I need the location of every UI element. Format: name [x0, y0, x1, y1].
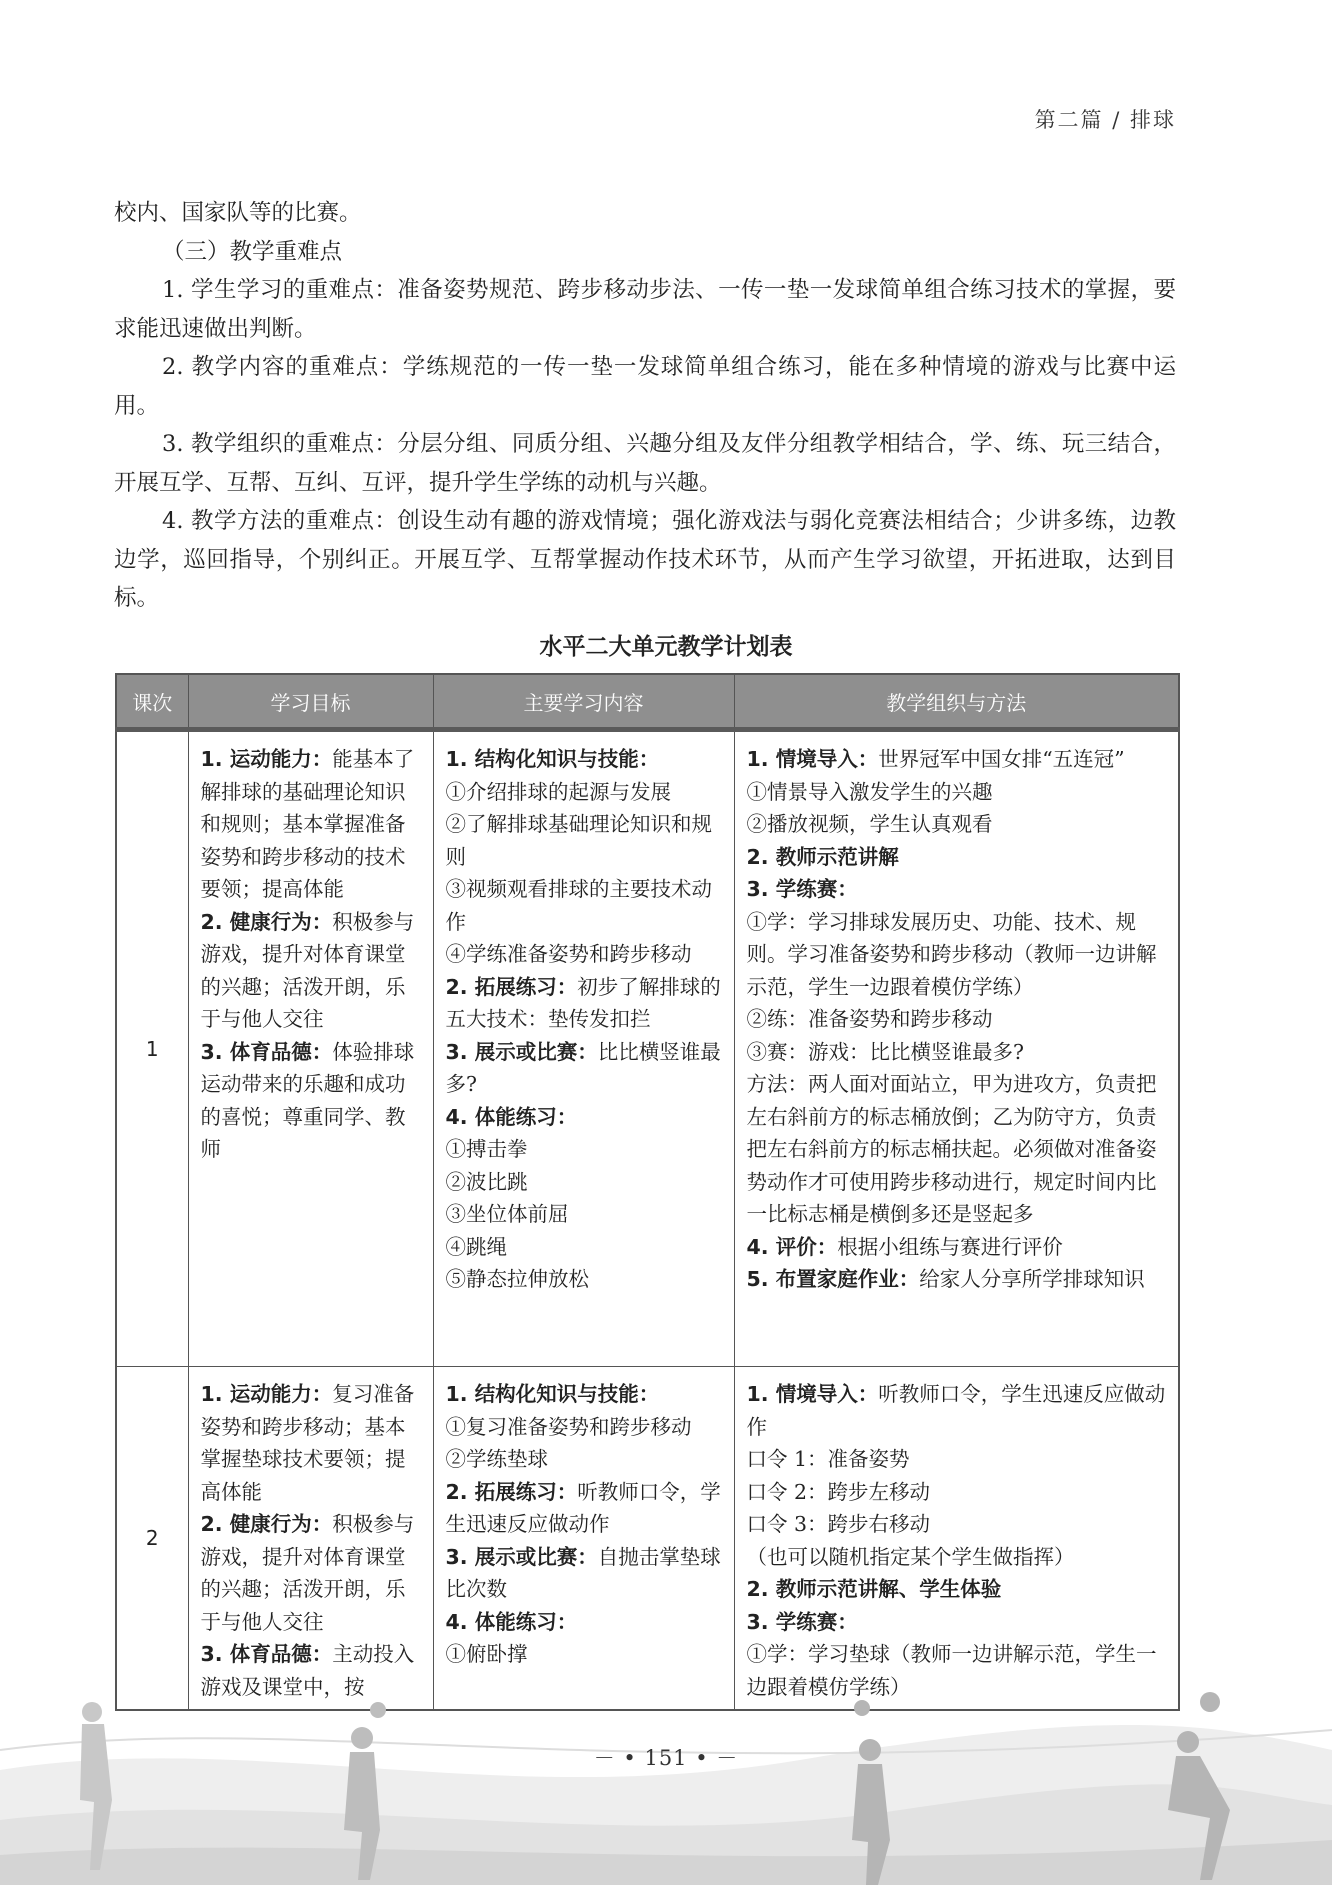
- item-text: ⑤静态拉伸放松: [445, 1267, 589, 1291]
- item-text: 比比横竖谁最多?: [445, 1039, 721, 1096]
- method-line: [747, 743, 1170, 776]
- table-title: 水平二大单元教学计划表: [539, 634, 793, 660]
- item-text: ④跳绳: [445, 1234, 507, 1259]
- item-text: 根据小组练与赛进行评价: [837, 1234, 1063, 1259]
- content-line: [446, 1606, 725, 1639]
- content-line: [446, 1101, 725, 1134]
- item-text: ①俯卧撑: [445, 1642, 528, 1666]
- method-line: [747, 1003, 1170, 1036]
- item-label: 3. 展示或比赛：: [445, 1039, 598, 1064]
- item-label: 3. 展示或比赛：: [445, 1544, 598, 1569]
- item-text: ②播放视频，学生认真观看: [746, 812, 993, 836]
- item-text: ①情景导入激发学生的兴趣: [746, 779, 993, 804]
- table-row: [116, 1367, 1179, 1711]
- content-line: [446, 938, 725, 971]
- item-text: ①搏击拳: [445, 1137, 528, 1161]
- content-line: [446, 743, 725, 776]
- column-header: 学习目标: [188, 674, 433, 730]
- content-line: [446, 1411, 725, 1444]
- content-line: [446, 1231, 725, 1264]
- item-text: 给家人分享所学排球知识: [919, 1267, 1145, 1291]
- method-line: [747, 1068, 1170, 1231]
- paragraph: 1. 学生学习的重难点：准备姿势规范、跨步移动步法、一传一垫一发球简单组合练习技术的掌握，要求能迅速做出判断。: [114, 277, 1176, 342]
- method-cell: [734, 1367, 1179, 1711]
- item-label: 2. 拓展练习：: [445, 974, 578, 999]
- item-label: 1. 情境导入：: [746, 747, 879, 771]
- item-text: ③坐位体前屈: [445, 1202, 569, 1226]
- content-line: [446, 1036, 725, 1101]
- item-label: 2. 教师示范讲解: [746, 844, 899, 869]
- item-label: 2. 健康行为：: [200, 909, 333, 934]
- item-text: ②练：准备姿势和跨步移动: [746, 1007, 993, 1031]
- item-label: 1. 运动能力：: [200, 747, 333, 771]
- running-header: 第二篇 / 排球: [1034, 108, 1176, 132]
- content-line: [446, 971, 725, 1036]
- method-line: [747, 1573, 1170, 1606]
- teaching-plan-table: [115, 673, 1180, 1711]
- lesson-number-cell: 1: [116, 730, 188, 1367]
- item-label: 2. 拓展练习：: [445, 1479, 578, 1504]
- item-text: 听教师口令，学生迅速反应做动作: [445, 1479, 721, 1536]
- column-header: 主要学习内容: [433, 674, 734, 730]
- method-line: [747, 1476, 1170, 1509]
- method-line: [747, 1378, 1170, 1443]
- goals-cell: [188, 730, 433, 1367]
- goals-line: [201, 1036, 424, 1166]
- content-line: [446, 808, 725, 873]
- item-text: 体验排球运动带来的乐趣和成功的喜悦；尊重同学、教师: [200, 1039, 415, 1161]
- goals-line: [201, 743, 424, 906]
- item-text: 口令 2：跨步左移动: [746, 1479, 931, 1504]
- footer-decoration: [0, 1690, 1332, 1885]
- item-text: ①学：学习排球发展历史、功能、技术、规则。学习准备姿势和跨步移动（教师一边讲解示范，学生一边跟着模仿学练）: [746, 909, 1157, 999]
- item-text: 初步了解排球的五大技术：垫传发扣拦: [445, 974, 721, 1031]
- item-text: 复习准备姿势和跨步移动；基本掌握垫球技术要领；提高体能: [200, 1382, 415, 1504]
- content-line: [446, 1133, 725, 1166]
- method-cell: [734, 730, 1179, 1367]
- item-text: 主动投入游戏及课堂中，按: [200, 1642, 415, 1699]
- item-label: 1. 运动能力：: [200, 1382, 333, 1406]
- content-line: [446, 1263, 725, 1296]
- content-cell: [433, 730, 734, 1367]
- method-line: [747, 1541, 1170, 1574]
- item-text: 自抛击掌垫球比次数: [445, 1544, 721, 1601]
- paragraph: 校内、国家队等的比赛。: [114, 200, 362, 226]
- item-text: 世界冠军中国女排“五连冠”: [878, 747, 1125, 771]
- method-line: [747, 1443, 1170, 1476]
- item-label: 5. 布置家庭作业：: [746, 1267, 920, 1291]
- paragraph: 4. 教学方法的重难点：创设生动有趣的游戏情境；强化游戏法与弱化竞赛法相结合；少讲多练，边教边学，巡回指导，个别纠正。开展互学、互帮掌握动作技术环节，从而产生学习欲望，开拓进取，达到目标。: [114, 508, 1176, 611]
- item-text: 口令 1：准备姿势: [746, 1447, 910, 1471]
- item-label: 3. 体育品德：: [200, 1039, 333, 1064]
- content-line: [446, 776, 725, 809]
- item-text: ①学：学习垫球（教师一边讲解示范，学生一边跟着模仿学练）: [746, 1642, 1157, 1699]
- method-line: [747, 1263, 1170, 1296]
- item-text: ①复习准备姿势和跨步移动: [445, 1414, 692, 1439]
- item-label: 1. 结构化知识与技能：: [445, 747, 660, 771]
- goals-cell: [188, 1367, 433, 1711]
- item-text: （也可以随机指定某个学生做指挥）: [746, 1544, 1075, 1569]
- item-text: 口令 3：跨步右移动: [746, 1512, 931, 1536]
- content-cell: [433, 1367, 734, 1711]
- method-line: [747, 841, 1170, 874]
- content-line: [446, 1198, 725, 1231]
- item-label: 4. 评价：: [746, 1234, 838, 1259]
- section-heading: （三）教学重难点: [162, 238, 343, 265]
- method-line: [747, 873, 1170, 906]
- item-text: ②波比跳: [445, 1169, 528, 1194]
- column-header: 教学组织与方法: [734, 674, 1179, 730]
- item-text: 积极参与游戏，提升对体育课堂的兴趣；活泼开朗，乐于与他人交往: [200, 909, 415, 1031]
- column-header: 课次: [116, 674, 188, 730]
- content-line: [446, 873, 725, 938]
- content-line: [446, 1443, 725, 1476]
- item-label: 3. 体育品德：: [200, 1642, 333, 1666]
- goals-line: [201, 1508, 424, 1638]
- item-text: 方法：两人面对面站立，甲为进攻方，负责把左右斜前方的标志桶放倒；乙为防守方，负责把左右斜前方的标志桶扶起。必须做对准备姿势动作才可使用跨步移动进行，规定时间内比一比标志桶是横倒多还是竖起多: [746, 1072, 1157, 1226]
- content-line: [446, 1166, 725, 1199]
- method-line: [747, 1508, 1170, 1541]
- body-text: [114, 194, 1176, 618]
- method-line: [747, 1606, 1170, 1639]
- content-line: [446, 1541, 725, 1606]
- item-text: ③赛：游戏：比比横竖谁最多?: [746, 1039, 1024, 1064]
- content-line: [446, 1378, 725, 1411]
- goals-line: [201, 906, 424, 1036]
- method-line: [747, 808, 1170, 841]
- item-label: 4. 体能练习：: [445, 1104, 578, 1129]
- item-text: 听教师口令，学生迅速反应做动作: [746, 1382, 1166, 1439]
- page-number: － • 151 • －: [593, 1746, 739, 1770]
- item-text: ③视频观看排球的主要技术动作: [445, 877, 712, 934]
- item-text: 能基本了解排球的基础理论知识和规则；基本掌握准备姿势和跨步移动的技术要领；提高体能: [200, 747, 415, 901]
- method-line: [747, 1231, 1170, 1264]
- method-line: [747, 776, 1170, 809]
- paragraph: 3. 教学组织的重难点：分层分组、同质分组、兴趣分组及友伴分组教学相结合，学、练、玩三结合，开展互学、互帮、互纠、互评，提升学生学练的动机与兴趣。: [114, 431, 1176, 496]
- item-text: 积极参与游戏，提升对体育课堂的兴趣；活泼开朗，乐于与他人交往: [200, 1512, 415, 1634]
- item-label: 4. 体能练习：: [445, 1609, 578, 1634]
- item-text: ②了解排球基础理论知识和规则: [445, 812, 712, 869]
- item-label: 2. 教师示范讲解、学生体验: [746, 1577, 1002, 1601]
- item-label: 1. 结构化知识与技能：: [445, 1382, 660, 1406]
- paragraph: 2. 教学内容的重难点：学练规范的一传一垫一发球简单组合练习，能在多种情境的游戏与比赛中运用。: [114, 354, 1176, 419]
- content-line: [446, 1476, 725, 1541]
- item-label: 2. 健康行为：: [200, 1512, 333, 1536]
- item-label: 3. 学练赛：: [746, 877, 858, 901]
- item-text: ②学练垫球: [445, 1447, 548, 1471]
- item-label: 1. 情境导入：: [746, 1382, 879, 1406]
- lesson-number-cell: 2: [116, 1367, 188, 1711]
- goals-line: [201, 1378, 424, 1508]
- item-label: 3. 学练赛：: [746, 1609, 858, 1634]
- item-text: ④学练准备姿势和跨步移动: [445, 942, 692, 966]
- content-line: [446, 1638, 725, 1671]
- table-row: [116, 730, 1179, 1367]
- method-line: [747, 1036, 1170, 1069]
- table-header-row: [116, 674, 1179, 730]
- item-text: ①介绍排球的起源与发展: [445, 779, 671, 804]
- method-line: [747, 906, 1170, 1004]
